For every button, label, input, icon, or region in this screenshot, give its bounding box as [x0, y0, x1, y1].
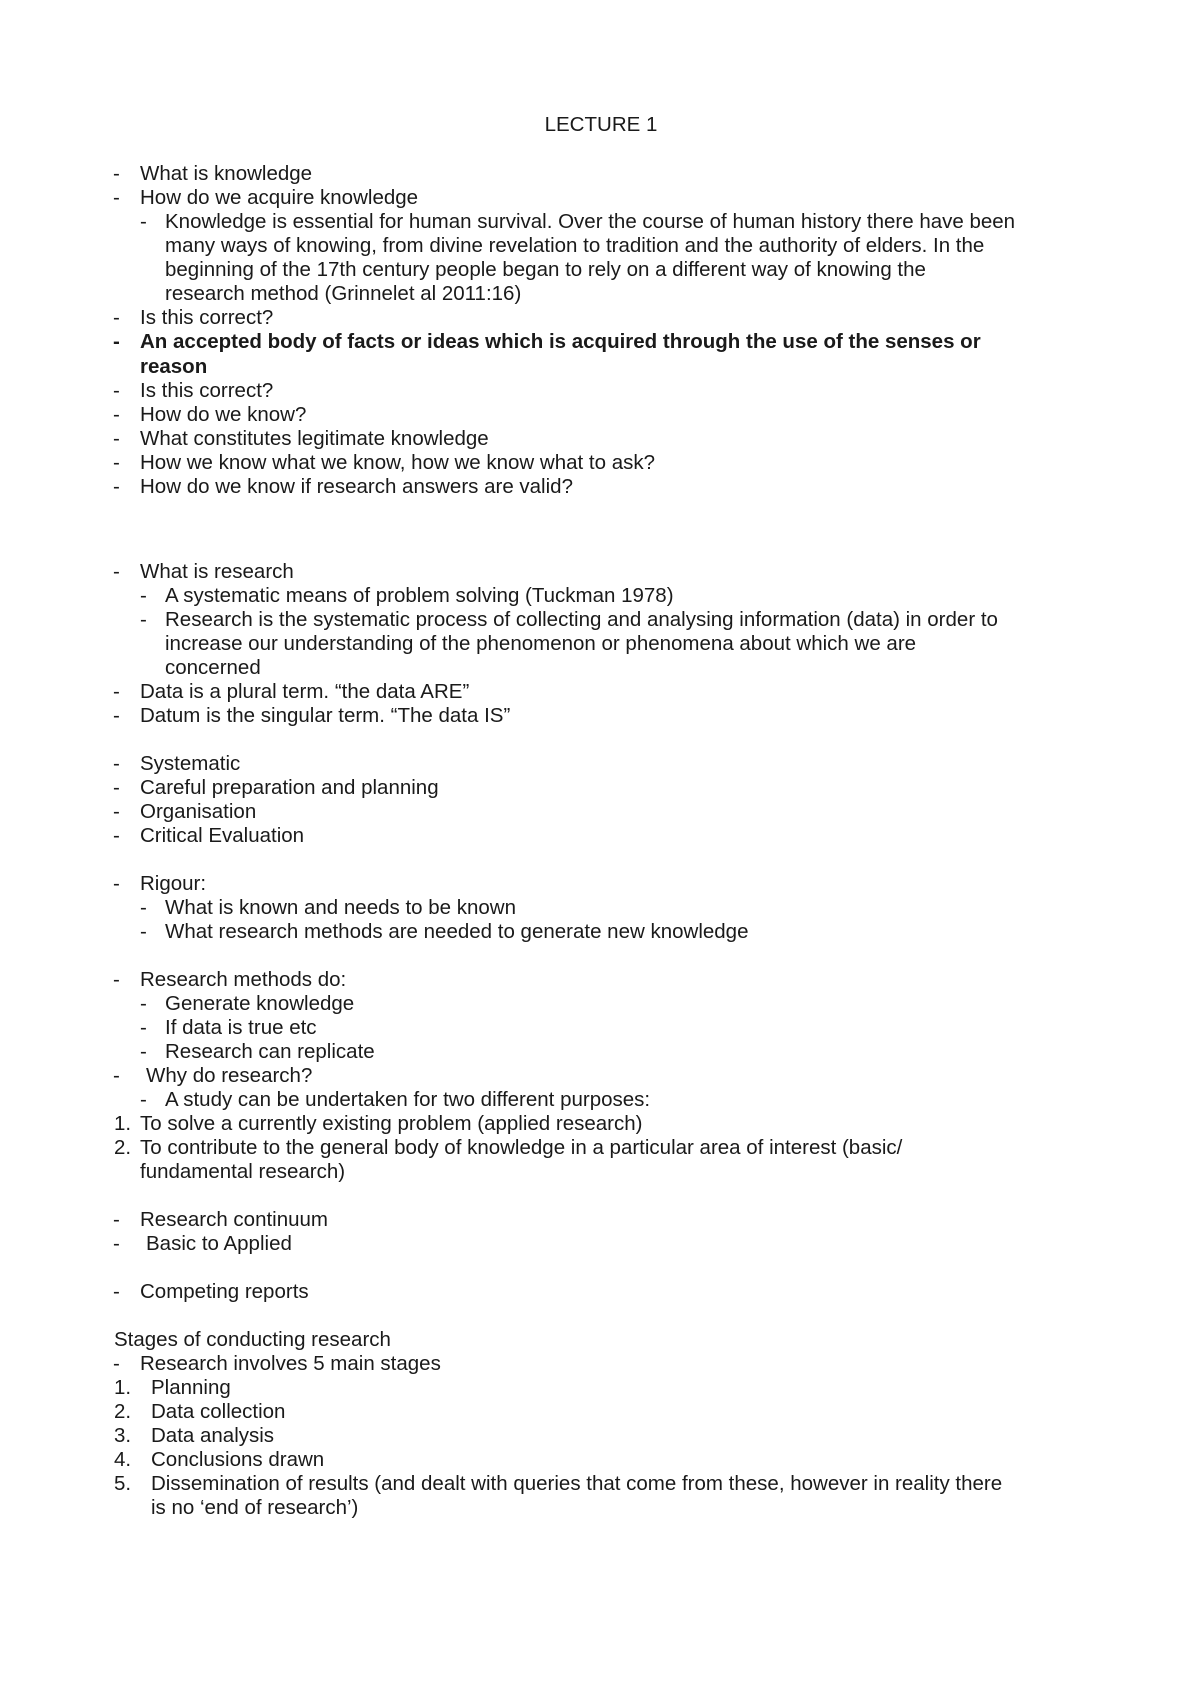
list-item-continuation: [0, 632, 1200, 656]
list-number: 3.: [114, 1424, 132, 1447]
numbered-item: [0, 1400, 1200, 1424]
list-item: [0, 451, 1200, 475]
section-heading: [0, 1328, 1200, 1352]
list-item-text: Research is the systematic process of collecting and analysing information (data) in order to: [165, 608, 998, 631]
list-item-text: is no ‘end of research’): [151, 1496, 359, 1519]
list-item: [0, 920, 1200, 944]
spacer: [0, 1184, 1200, 1208]
list-item-text: Research continuum: [140, 1208, 329, 1231]
list-item-text: Organisation: [140, 800, 257, 823]
list-item: [0, 379, 1200, 403]
bullet-dash: -: [140, 920, 147, 943]
bullet-dash: -: [140, 896, 147, 919]
list-item: [0, 1280, 1200, 1304]
lecture-notes: [0, 162, 1200, 1520]
list-item: [0, 704, 1200, 728]
list-number: 1.: [114, 1376, 132, 1399]
bullet-dash: -: [113, 1352, 120, 1375]
list-item-continuation: [0, 1160, 1200, 1184]
list-item-text: Dissemination of results (and dealt with queries that come from these, however in reality there: [151, 1472, 1003, 1495]
list-item-text: A systematic means of problem solving (Tuckman 1978): [165, 584, 674, 607]
list-item-text: How do we know?: [140, 403, 307, 426]
bullet-dash: -: [113, 427, 120, 450]
list-item: [0, 1232, 1200, 1256]
page-title-text: LECTURE 1: [544, 113, 658, 136]
list-item-text: An accepted body of facts or ideas which is acquired through the use of the senses or: [140, 330, 981, 353]
bullet-dash: -: [113, 704, 120, 727]
list-item-text: Datum is the singular term. “The data IS”: [140, 704, 511, 727]
list-item-text: What constitutes legitimate knowledge: [140, 427, 489, 450]
list-item-continuation: [0, 258, 1200, 282]
spacer: [0, 728, 1200, 752]
list-item: [0, 584, 1200, 608]
list-item: [0, 1088, 1200, 1112]
list-item: [0, 680, 1200, 704]
list-item: [0, 968, 1200, 992]
bullet-dash: -: [113, 451, 120, 474]
list-item: [0, 403, 1200, 427]
list-item: [0, 186, 1200, 210]
list-item-continuation: [0, 234, 1200, 258]
bullet-dash: -: [113, 162, 120, 185]
list-item-text: Generate knowledge: [165, 992, 355, 1015]
list-item-continuation: [0, 355, 1200, 379]
list-item-text: Is this correct?: [140, 379, 274, 402]
list-item-text: increase our understanding of the phenomenon or phenomena about which we are: [165, 632, 917, 655]
list-item-text: What is knowledge: [140, 162, 313, 185]
bullet-dash: -: [113, 752, 120, 775]
list-number: 5.: [114, 1472, 132, 1495]
list-item-text: Planning: [151, 1376, 231, 1399]
bullet-dash: -: [113, 824, 120, 847]
bullet-dash: -: [113, 475, 120, 498]
numbered-item: [0, 1376, 1200, 1400]
bullet-dash: -: [113, 560, 120, 583]
numbered-item: [0, 1424, 1200, 1448]
list-item-continuation: [0, 1496, 1200, 1520]
list-item-text: Research can replicate: [165, 1040, 375, 1063]
bullet-dash: -: [140, 992, 147, 1015]
list-item-text: Data is a plural term. “the data ARE”: [140, 680, 470, 703]
bullet-dash: -: [140, 608, 147, 631]
bullet-dash: -: [113, 968, 120, 991]
list-item-text: research method (Grinnelet al 2011:16): [165, 282, 522, 305]
spacer: [0, 1256, 1200, 1280]
list-item: [0, 800, 1200, 824]
list-item: [0, 752, 1200, 776]
bullet-dash: -: [113, 1208, 120, 1231]
list-item-continuation: [0, 282, 1200, 306]
list-item: [0, 427, 1200, 451]
list-item: [0, 306, 1200, 330]
list-item: [0, 992, 1200, 1016]
list-item-text: How do we know if research answers are valid?: [140, 475, 573, 498]
list-item-text: Research involves 5 main stages: [140, 1352, 441, 1375]
list-item-text: Research methods do:: [140, 968, 347, 991]
bullet-dash: -: [113, 1280, 120, 1303]
numbered-item: [0, 1112, 1200, 1136]
list-item-text: To contribute to the general body of knowledge in a particular area of interest (basic/: [140, 1136, 903, 1159]
list-item-text: What research methods are needed to generate new knowledge: [165, 920, 749, 943]
section-heading-text: Stages of conducting research: [114, 1328, 391, 1351]
list-number: 1.: [114, 1112, 132, 1135]
spacer: [0, 944, 1200, 968]
list-item-text: Systematic: [140, 752, 241, 775]
list-number: 2.: [114, 1136, 132, 1159]
bullet-dash: -: [113, 1232, 120, 1255]
list-item-text: Data analysis: [151, 1424, 275, 1447]
bullet-dash: -: [140, 1016, 147, 1039]
list-item-text: Data collection: [151, 1400, 286, 1423]
list-item: [0, 1064, 1200, 1088]
spacer: [0, 536, 1200, 560]
bullet-dash: -: [140, 210, 147, 233]
list-item-text: Knowledge is essential for human survival. Over the course of human history there have been: [165, 210, 1016, 233]
spacer: [0, 1304, 1200, 1328]
numbered-item: [0, 1472, 1200, 1496]
list-item: [0, 872, 1200, 896]
list-item-text: How do we acquire knowledge: [140, 186, 419, 209]
list-item-text: What is known and needs to be known: [165, 896, 516, 919]
bullet-dash: -: [113, 379, 120, 402]
list-item-text: Conclusions drawn: [151, 1448, 325, 1471]
list-item-text: fundamental research): [140, 1160, 346, 1183]
bullet-dash: -: [113, 776, 120, 799]
numbered-item: [0, 1448, 1200, 1472]
list-number: 4.: [114, 1448, 132, 1471]
bullet-dash: -: [140, 1088, 147, 1111]
spacer: [0, 499, 1200, 536]
list-item-bold: [0, 330, 1200, 355]
list-item-text: Rigour:: [140, 872, 207, 895]
list-item: [0, 1208, 1200, 1232]
list-item-text: beginning of the 17th century people began to rely on a different way of knowing the: [165, 258, 926, 281]
list-item-text: Is this correct?: [140, 306, 274, 329]
list-item: [0, 1352, 1200, 1376]
list-item: [0, 824, 1200, 848]
bullet-dash: -: [113, 872, 120, 895]
list-item-text: Critical Evaluation: [140, 824, 305, 847]
numbered-item: [0, 1136, 1200, 1160]
bullet-dash: -: [113, 186, 120, 209]
list-item-continuation: [0, 656, 1200, 680]
spacer: [0, 848, 1200, 872]
bullet-dash: -: [140, 584, 147, 607]
list-item: [0, 1040, 1200, 1064]
list-item: [0, 608, 1200, 632]
list-item: [0, 560, 1200, 584]
list-item: [0, 896, 1200, 920]
list-item-text: Careful preparation and planning: [140, 776, 439, 799]
bullet-dash: -: [113, 403, 120, 426]
list-item-text: concerned: [165, 656, 261, 679]
bullet-dash: -: [113, 306, 120, 329]
list-item: [0, 162, 1200, 186]
list-item-text: Competing reports: [140, 1280, 309, 1303]
list-item-text: How we know what we know, how we know what to ask?: [140, 451, 656, 474]
list-item: [0, 1016, 1200, 1040]
list-item-text: If data is true etc: [165, 1016, 317, 1039]
list-item-text: What is research: [140, 560, 294, 583]
bullet-dash: -: [113, 330, 120, 353]
list-item-text: A study can be undertaken for two different purposes:: [165, 1088, 651, 1111]
bullet-dash: -: [113, 1064, 120, 1087]
bullet-dash: -: [113, 680, 120, 703]
page-title: [0, 113, 1200, 137]
bullet-dash: -: [113, 800, 120, 823]
list-item: [0, 210, 1200, 234]
list-number: 2.: [114, 1400, 132, 1423]
list-item-text: Why do research?: [146, 1064, 313, 1087]
list-item-text: reason: [140, 355, 208, 378]
list-item-text: To solve a currently existing problem (applied research): [140, 1112, 643, 1135]
list-item: [0, 776, 1200, 800]
list-item: [0, 475, 1200, 499]
bullet-dash: -: [140, 1040, 147, 1063]
list-item-text: many ways of knowing, from divine revelation to tradition and the authority of elders. In the: [165, 234, 985, 257]
list-item-text: Basic to Applied: [146, 1232, 292, 1255]
